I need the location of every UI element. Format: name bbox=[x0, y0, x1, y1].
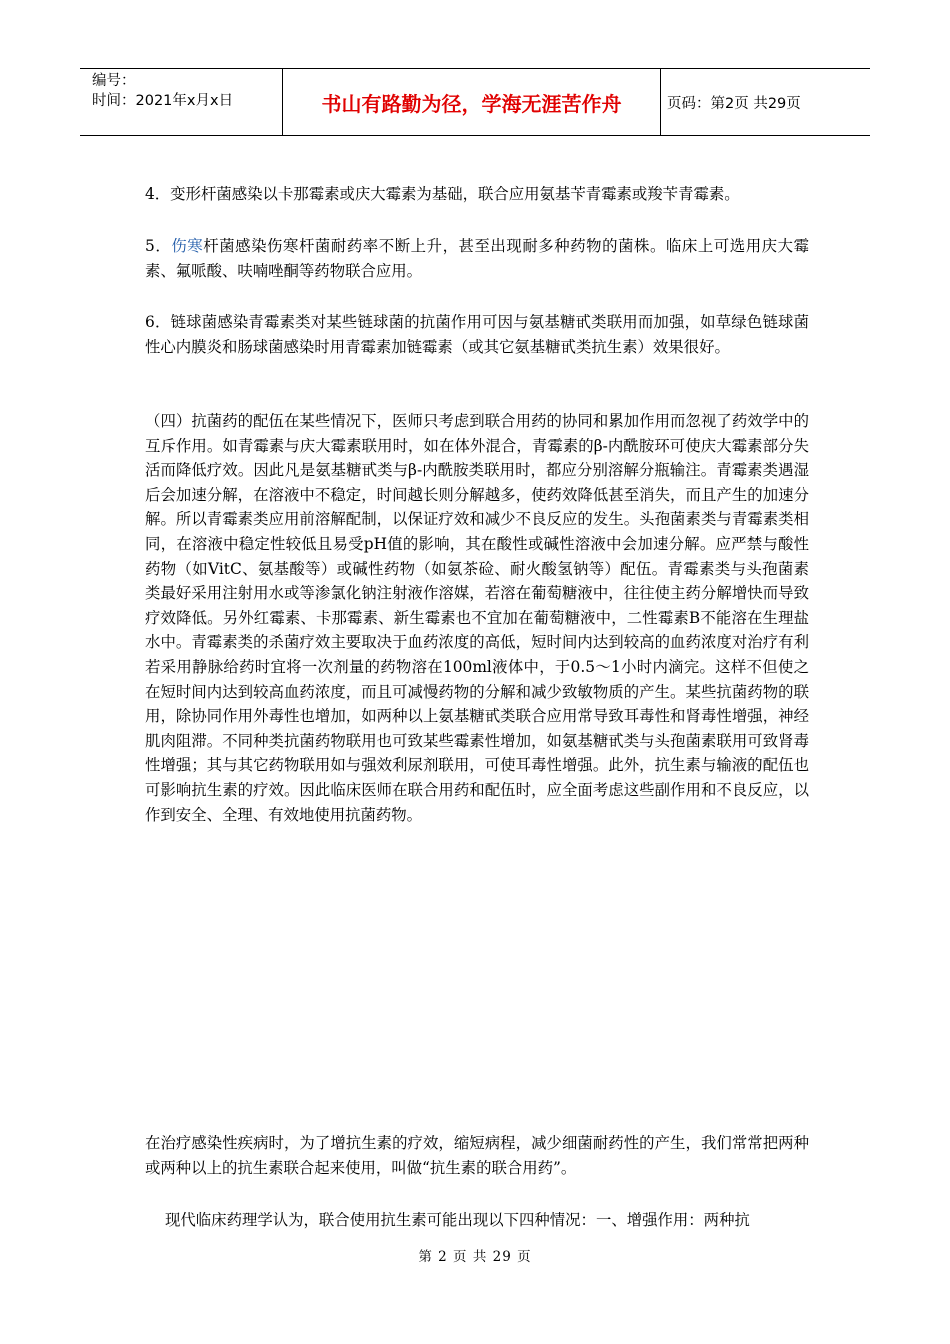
page-header bbox=[80, 68, 870, 136]
paragraph-4 bbox=[145, 182, 809, 207]
header-left-cell bbox=[80, 69, 283, 135]
paragraph-6 bbox=[145, 310, 809, 359]
section-four bbox=[145, 409, 809, 827]
document-date: 时间：2021年x月x日 bbox=[92, 93, 234, 109]
intro-paragraph-text: 在治疗感染性疾病时，为了增抗生素的疗效，缩短病程，减少细菌耐药性的产生，我们常常把两种或两种以上的抗生素联合起来使用，叫做“抗生素的联合用药”。 bbox=[145, 1134, 809, 1177]
document-code: 编号： bbox=[92, 73, 136, 89]
header-page-info: 页码：第2页 共29页 bbox=[667, 95, 801, 112]
paragraph-5-number: 5． bbox=[145, 237, 172, 255]
intro-paragraph bbox=[145, 1131, 809, 1180]
paragraph-5-text bbox=[145, 234, 809, 283]
page-footer: 第 2 页 共 29 页 bbox=[418, 1249, 532, 1265]
paragraph-5-body: 杆菌感染伤寒杆菌耐药率不断上升，甚至出现耐多种药物的菌株。临床上可选用庆大霉素、氟哌酸、呋喃唑酮等药物联合应用。 bbox=[145, 237, 809, 280]
paragraph-4-text: 4．变形杆菌感染以卡那霉素或庆大霉素为基础，联合应用氨基苄青霉素或羧苄青霉素。 bbox=[145, 185, 740, 203]
typhoid-link[interactable]: 伤寒 bbox=[171, 237, 204, 255]
paragraph-5 bbox=[145, 234, 809, 283]
modern-paragraph-text: 现代临床药理学认为，联合使用抗生素可能出现以下四种情况：一、增强作用：两种抗 bbox=[165, 1211, 750, 1229]
header-motto: 书山有路勤为径，学海无涯苦作舟 bbox=[283, 69, 661, 135]
paragraph-6-text: 6．链球菌感染青霉素类对某些链球菌的抗菌作用可因与氨基糖甙类联用而加强，如草绿色链球菌性心内膜炎和肠球菌感染时用青霉素加链霉素（或其它氨基糖甙类抗生素）效果很好。 bbox=[145, 313, 809, 356]
modern-paragraph bbox=[145, 1208, 809, 1233]
section-four-text: （四）抗菌药的配伍在某些情况下，医师只考虑到联合用药的协同和累加作用而忽视了药效学中的互斥作用。如青霉素与庆大霉素联用时，如在体外混合，青霉素的β-内酰胺环可使庆大霉素部分失活而降低疗效。因此凡是氨基糖甙类与β-内酰胺类联用时，都应分别溶解分瓶输注。青霉素类遇湿后会加速分解，在溶液中不稳定，时间越长则分解越多，使药效降低甚至消失，而且产生的加速分解。所以青霉素类应用前溶解配制，以保证疗效和减少不良反应的发生。头孢菌素类与青霉素类相同，在溶液中稳定性较低且易受pH值的影响，其在酸性或碱性溶液中会加速分解。应严禁与酸性药物（如VitC、氨基酸等）或碱性药物（如氨茶硷、耐火酸氢钠等）配伍。青霉素类与头孢菌素类最好采用注射用水或等渗氯化钠注射液作溶媒，若溶在葡萄糖液中，往往使主药分解增快而导致疗效降低。另外红霉素、卡那霉素、新生霉素也不宜加在葡萄糖液中，二性霉素B不能溶在生理盐水中。青霉素类的杀菌疗效主要取决于血药浓度的高低，短时间内达到较高的血药浓度对治疗有利若采用静脉给药时宜将一次剂量的药物溶在100ml液体中，于0.5～1小时内滴完。这样不但使之在短时间内达到较高血药浓度，而且可减慢药物的分解和减少致敏物质的产生。某些抗菌药物的联用，除协同作用外毒性也增加，如两种以上氨基糖甙类联合应用常导致耳毒性和肾毒性增强，神经肌肉阻滞。不同种类抗菌药物联用也可致某些霉素性增加，如氨基糖甙类与头孢菌素联用可致肾毒性增强；其与其它药物联用如与强效利尿剂联用，可使耳毒性增强。此外，抗生素与输液的配伍也可影响抗生素的疗效。因此临床医师在联合用药和配伍时，应全面考虑这些副作用和不良反应，以作到安全、全理、有效地使用抗菌药物。 bbox=[145, 412, 809, 824]
